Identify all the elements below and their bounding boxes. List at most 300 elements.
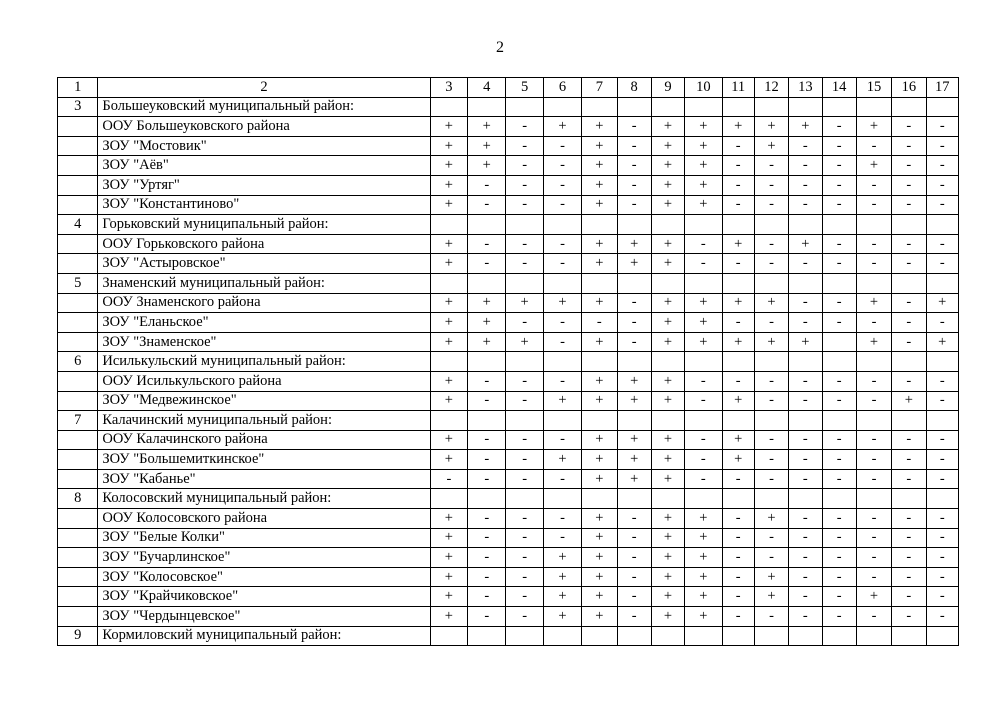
mark-cell: - <box>822 567 856 587</box>
empty-cell <box>754 626 788 646</box>
mark-cell: + <box>754 136 788 156</box>
empty-cell <box>651 215 684 235</box>
mark-cell: - <box>722 313 754 333</box>
mark-cell: - <box>856 313 891 333</box>
mark-cell: - <box>822 117 856 137</box>
mark-cell: + <box>430 332 467 352</box>
mark-cell: + <box>617 430 651 450</box>
mark-cell: - <box>926 195 959 215</box>
mark-cell: - <box>754 234 788 254</box>
mark-cell: - <box>722 254 754 274</box>
mark-cell: + <box>430 391 467 411</box>
mark-cell: - <box>722 548 754 568</box>
mark-cell: + <box>651 567 684 587</box>
mark-cell: - <box>722 175 754 195</box>
empty-cell <box>58 156 98 176</box>
mark-cell: - <box>468 195 506 215</box>
empty-cell <box>754 273 788 293</box>
empty-cell <box>822 97 856 117</box>
mark-cell: - <box>789 450 822 470</box>
header-cell: 2 <box>98 78 430 98</box>
mark-cell: + <box>582 254 617 274</box>
mark-cell: + <box>651 391 684 411</box>
mark-cell: - <box>617 548 651 568</box>
mark-cell: + <box>582 607 617 627</box>
mark-cell: + <box>582 371 617 391</box>
header-cell: 13 <box>789 78 822 98</box>
institution-name: ЗОУ "Аёв" <box>98 156 430 176</box>
mark-cell: + <box>468 117 506 137</box>
empty-cell <box>685 97 722 117</box>
mark-cell: - <box>754 391 788 411</box>
district-row <box>58 352 959 372</box>
row-number: 6 <box>58 352 98 372</box>
empty-cell <box>543 626 581 646</box>
empty-cell <box>754 411 788 431</box>
mark-cell: - <box>543 156 581 176</box>
mark-cell: - <box>926 469 959 489</box>
mark-cell: - <box>468 391 506 411</box>
mark-cell: - <box>789 469 822 489</box>
mark-cell: - <box>822 430 856 450</box>
mark-cell: + <box>685 136 722 156</box>
district-name: Знаменский муниципальный район: <box>98 273 430 293</box>
header-cell: 5 <box>506 78 543 98</box>
mark-cell: - <box>789 391 822 411</box>
empty-cell <box>651 273 684 293</box>
mark-cell: + <box>685 528 722 548</box>
district-name: Кормиловский муниципальный район: <box>98 626 430 646</box>
mark-cell: + <box>582 469 617 489</box>
mark-cell: + <box>856 587 891 607</box>
mark-cell: - <box>789 528 822 548</box>
mark-cell: + <box>468 313 506 333</box>
header-cell: 8 <box>617 78 651 98</box>
mark-cell: - <box>892 450 926 470</box>
table-row <box>58 450 959 470</box>
empty-cell <box>430 411 467 431</box>
mark-cell: - <box>506 117 543 137</box>
mark-cell: + <box>685 293 722 313</box>
empty-cell <box>582 489 617 509</box>
district-row <box>58 97 959 117</box>
mark-cell: - <box>617 509 651 529</box>
mark-cell: + <box>582 234 617 254</box>
mark-cell: - <box>822 548 856 568</box>
empty-cell <box>856 215 891 235</box>
empty-cell <box>543 97 581 117</box>
table-row <box>58 332 959 352</box>
table-row <box>58 254 959 274</box>
mark-cell: - <box>722 371 754 391</box>
header-cell: 1 <box>58 78 98 98</box>
mark-cell: + <box>582 587 617 607</box>
empty-cell <box>722 352 754 372</box>
mark-cell: - <box>926 587 959 607</box>
empty-cell <box>722 489 754 509</box>
mark-cell: + <box>926 332 959 352</box>
mark-cell: - <box>892 175 926 195</box>
mark-cell: + <box>651 254 684 274</box>
mark-cell: - <box>468 567 506 587</box>
mark-cell: - <box>506 156 543 176</box>
mark-cell: + <box>685 548 722 568</box>
mark-cell: + <box>430 117 467 137</box>
empty-cell <box>651 352 684 372</box>
mark-cell: + <box>789 117 822 137</box>
mark-cell: + <box>856 293 891 313</box>
mark-cell: - <box>926 567 959 587</box>
empty-cell <box>651 626 684 646</box>
mark-cell: - <box>468 254 506 274</box>
mark-cell: + <box>789 234 822 254</box>
header-cell: 6 <box>543 78 581 98</box>
mark-cell: - <box>685 391 722 411</box>
mark-cell: + <box>582 332 617 352</box>
table-row <box>58 175 959 195</box>
mark-cell: + <box>582 391 617 411</box>
mark-cell: - <box>754 195 788 215</box>
mark-cell: - <box>543 371 581 391</box>
district-row <box>58 215 959 235</box>
mark-cell: - <box>754 528 788 548</box>
empty-cell <box>58 391 98 411</box>
empty-cell <box>685 215 722 235</box>
empty-cell <box>468 411 506 431</box>
empty-cell <box>506 489 543 509</box>
mark-cell: + <box>651 469 684 489</box>
mark-cell: - <box>926 509 959 529</box>
mark-cell: - <box>468 450 506 470</box>
mark-cell: + <box>430 254 467 274</box>
header-cell: 12 <box>754 78 788 98</box>
mark-cell: + <box>430 371 467 391</box>
mark-cell: + <box>468 136 506 156</box>
mark-cell: - <box>892 469 926 489</box>
table-row <box>58 548 959 568</box>
mark-cell: - <box>617 528 651 548</box>
mark-cell: + <box>754 117 788 137</box>
mark-cell: - <box>822 313 856 333</box>
mark-cell: + <box>685 175 722 195</box>
mark-cell: - <box>506 548 543 568</box>
mark-cell: + <box>543 587 581 607</box>
mark-cell: - <box>754 607 788 627</box>
institution-name: ООУ Большеуковского района <box>98 117 430 137</box>
empty-cell <box>651 489 684 509</box>
mark-cell: - <box>926 117 959 137</box>
empty-cell <box>651 411 684 431</box>
empty-cell <box>926 97 959 117</box>
mark-cell: + <box>430 234 467 254</box>
mark-cell: + <box>430 156 467 176</box>
empty-cell <box>543 273 581 293</box>
district-name: Колосовский муниципальный район: <box>98 489 430 509</box>
table-row <box>58 587 959 607</box>
mark-cell: + <box>685 509 722 529</box>
mark-cell: - <box>617 313 651 333</box>
mark-cell: - <box>926 548 959 568</box>
institution-name: ЗОУ "Большемиткинское" <box>98 450 430 470</box>
mark-cell: - <box>926 136 959 156</box>
mark-cell: + <box>543 293 581 313</box>
row-number: 9 <box>58 626 98 646</box>
empty-cell <box>685 273 722 293</box>
mark-cell: - <box>754 469 788 489</box>
empty-cell <box>822 215 856 235</box>
mark-cell: - <box>926 450 959 470</box>
district-row <box>58 626 959 646</box>
empty-cell <box>822 626 856 646</box>
mark-cell: - <box>822 234 856 254</box>
mark-cell: - <box>617 332 651 352</box>
empty-cell <box>543 215 581 235</box>
row-number: 5 <box>58 273 98 293</box>
mark-cell: - <box>543 175 581 195</box>
table-row <box>58 156 959 176</box>
mark-cell: - <box>822 391 856 411</box>
mark-cell: + <box>543 567 581 587</box>
empty-cell <box>58 371 98 391</box>
mark-cell: - <box>685 430 722 450</box>
empty-cell <box>58 293 98 313</box>
mark-cell: + <box>582 528 617 548</box>
mark-cell: + <box>582 567 617 587</box>
mark-cell: + <box>430 293 467 313</box>
table-row <box>58 195 959 215</box>
empty-cell <box>617 352 651 372</box>
empty-cell <box>892 215 926 235</box>
empty-cell <box>722 626 754 646</box>
empty-cell <box>58 450 98 470</box>
mark-cell: - <box>617 293 651 313</box>
mark-cell: - <box>892 195 926 215</box>
empty-cell <box>468 626 506 646</box>
empty-cell <box>789 97 822 117</box>
empty-cell <box>58 136 98 156</box>
empty-cell <box>506 626 543 646</box>
mark-cell: - <box>822 469 856 489</box>
mark-cell: - <box>892 332 926 352</box>
mark-cell: - <box>506 607 543 627</box>
table-row <box>58 528 959 548</box>
mark-cell: - <box>856 469 891 489</box>
mark-cell: + <box>722 117 754 137</box>
mark-cell: + <box>685 567 722 587</box>
empty-cell <box>543 411 581 431</box>
institution-name: ЗОУ "Колосовское" <box>98 567 430 587</box>
mark-cell: + <box>582 117 617 137</box>
empty-cell <box>926 411 959 431</box>
empty-cell <box>506 215 543 235</box>
mark-cell: - <box>789 313 822 333</box>
mark-cell: - <box>926 430 959 450</box>
mark-cell: + <box>506 293 543 313</box>
mark-cell: - <box>685 234 722 254</box>
empty-cell <box>58 509 98 529</box>
mark-cell: - <box>926 313 959 333</box>
mark-cell: + <box>543 607 581 627</box>
mark-cell: - <box>822 587 856 607</box>
empty-cell <box>856 97 891 117</box>
mark-cell: - <box>722 607 754 627</box>
mark-cell: - <box>468 528 506 548</box>
mark-cell: + <box>651 136 684 156</box>
mark-cell: - <box>468 371 506 391</box>
mark-cell: - <box>685 371 722 391</box>
mark-cell: + <box>543 450 581 470</box>
mark-cell: + <box>856 332 891 352</box>
mark-cell: - <box>822 607 856 627</box>
mark-cell: + <box>430 567 467 587</box>
header-cell: 14 <box>822 78 856 98</box>
header-cell: 9 <box>651 78 684 98</box>
empty-cell <box>58 469 98 489</box>
empty-cell <box>58 234 98 254</box>
empty-cell <box>651 97 684 117</box>
table-row <box>58 607 959 627</box>
mark-cell: - <box>582 313 617 333</box>
mark-cell: - <box>506 313 543 333</box>
mark-cell: + <box>617 234 651 254</box>
mark-cell: - <box>617 567 651 587</box>
empty-cell <box>430 215 467 235</box>
mark-cell: + <box>651 587 684 607</box>
mark-cell: + <box>754 332 788 352</box>
mark-cell: + <box>651 313 684 333</box>
empty-cell <box>722 411 754 431</box>
empty-cell <box>468 215 506 235</box>
mark-cell: + <box>722 332 754 352</box>
empty-cell <box>58 548 98 568</box>
mark-cell: - <box>926 175 959 195</box>
mark-cell: - <box>722 509 754 529</box>
empty-cell <box>58 528 98 548</box>
mark-cell: + <box>582 195 617 215</box>
mark-cell: - <box>468 607 506 627</box>
table-row <box>58 313 959 333</box>
mark-cell: - <box>754 175 788 195</box>
mark-cell: - <box>822 293 856 313</box>
mark-cell: - <box>722 469 754 489</box>
mark-cell: - <box>856 234 891 254</box>
mark-cell: + <box>685 607 722 627</box>
mark-cell: - <box>856 509 891 529</box>
mark-cell: - <box>754 548 788 568</box>
empty-cell <box>856 411 891 431</box>
mark-cell: - <box>722 587 754 607</box>
empty-cell <box>685 352 722 372</box>
mark-cell: - <box>754 450 788 470</box>
empty-cell <box>430 626 467 646</box>
mark-cell: - <box>543 195 581 215</box>
mark-cell: - <box>822 450 856 470</box>
mark-cell: - <box>789 175 822 195</box>
empty-cell <box>543 489 581 509</box>
mark-cell: + <box>582 136 617 156</box>
empty-cell <box>430 97 467 117</box>
mark-cell: - <box>856 254 891 274</box>
institution-name: ЗОУ "Бучарлинское" <box>98 548 430 568</box>
mark-cell: + <box>892 391 926 411</box>
mark-cell: - <box>617 117 651 137</box>
header-cell: 17 <box>926 78 959 98</box>
district-name: Исилькульский муниципальный район: <box>98 352 430 372</box>
mark-cell: + <box>582 175 617 195</box>
empty-cell <box>892 273 926 293</box>
empty-cell <box>685 489 722 509</box>
mark-cell: + <box>430 136 467 156</box>
institution-name: ЗОУ "Астыровское" <box>98 254 430 274</box>
mark-cell: + <box>506 332 543 352</box>
mark-cell: - <box>856 607 891 627</box>
empty-cell <box>892 489 926 509</box>
mark-cell: - <box>892 509 926 529</box>
empty-cell <box>722 97 754 117</box>
mark-cell: - <box>789 293 822 313</box>
empty-cell <box>789 411 822 431</box>
empty-cell <box>58 117 98 137</box>
empty-cell <box>822 411 856 431</box>
mark-cell: - <box>856 528 891 548</box>
table-row <box>58 469 959 489</box>
mark-cell: - <box>506 587 543 607</box>
mark-cell: - <box>892 117 926 137</box>
mark-cell: + <box>468 156 506 176</box>
mark-cell: - <box>754 430 788 450</box>
mark-cell: - <box>789 430 822 450</box>
mark-cell: + <box>754 293 788 313</box>
district-row <box>58 489 959 509</box>
mark-cell: - <box>926 234 959 254</box>
table-row <box>58 293 959 313</box>
empty-cell <box>722 273 754 293</box>
empty-cell <box>582 626 617 646</box>
mark-cell: - <box>822 509 856 529</box>
mark-cell: + <box>651 156 684 176</box>
row-number: 8 <box>58 489 98 509</box>
mark-cell: - <box>822 371 856 391</box>
mark-cell: - <box>789 136 822 156</box>
mark-cell: - <box>926 391 959 411</box>
empty-cell <box>58 313 98 333</box>
mark-cell: + <box>582 156 617 176</box>
mark-cell: - <box>892 313 926 333</box>
empty-cell <box>617 97 651 117</box>
mark-cell: + <box>651 195 684 215</box>
district-row <box>58 411 959 431</box>
mark-cell: - <box>506 509 543 529</box>
mark-cell: - <box>856 430 891 450</box>
mark-cell: - <box>543 254 581 274</box>
empty-cell <box>617 215 651 235</box>
mark-cell: + <box>789 332 822 352</box>
mark-cell: - <box>856 450 891 470</box>
mark-cell: + <box>430 587 467 607</box>
empty-cell <box>892 411 926 431</box>
empty-cell <box>892 626 926 646</box>
mark-cell: + <box>722 430 754 450</box>
mark-cell: - <box>543 332 581 352</box>
mark-cell: + <box>430 175 467 195</box>
mark-cell: + <box>651 528 684 548</box>
empty-cell <box>430 352 467 372</box>
row-number: 4 <box>58 215 98 235</box>
empty-cell <box>926 352 959 372</box>
mark-cell: + <box>856 117 891 137</box>
empty-cell <box>582 352 617 372</box>
mark-cell: - <box>892 136 926 156</box>
